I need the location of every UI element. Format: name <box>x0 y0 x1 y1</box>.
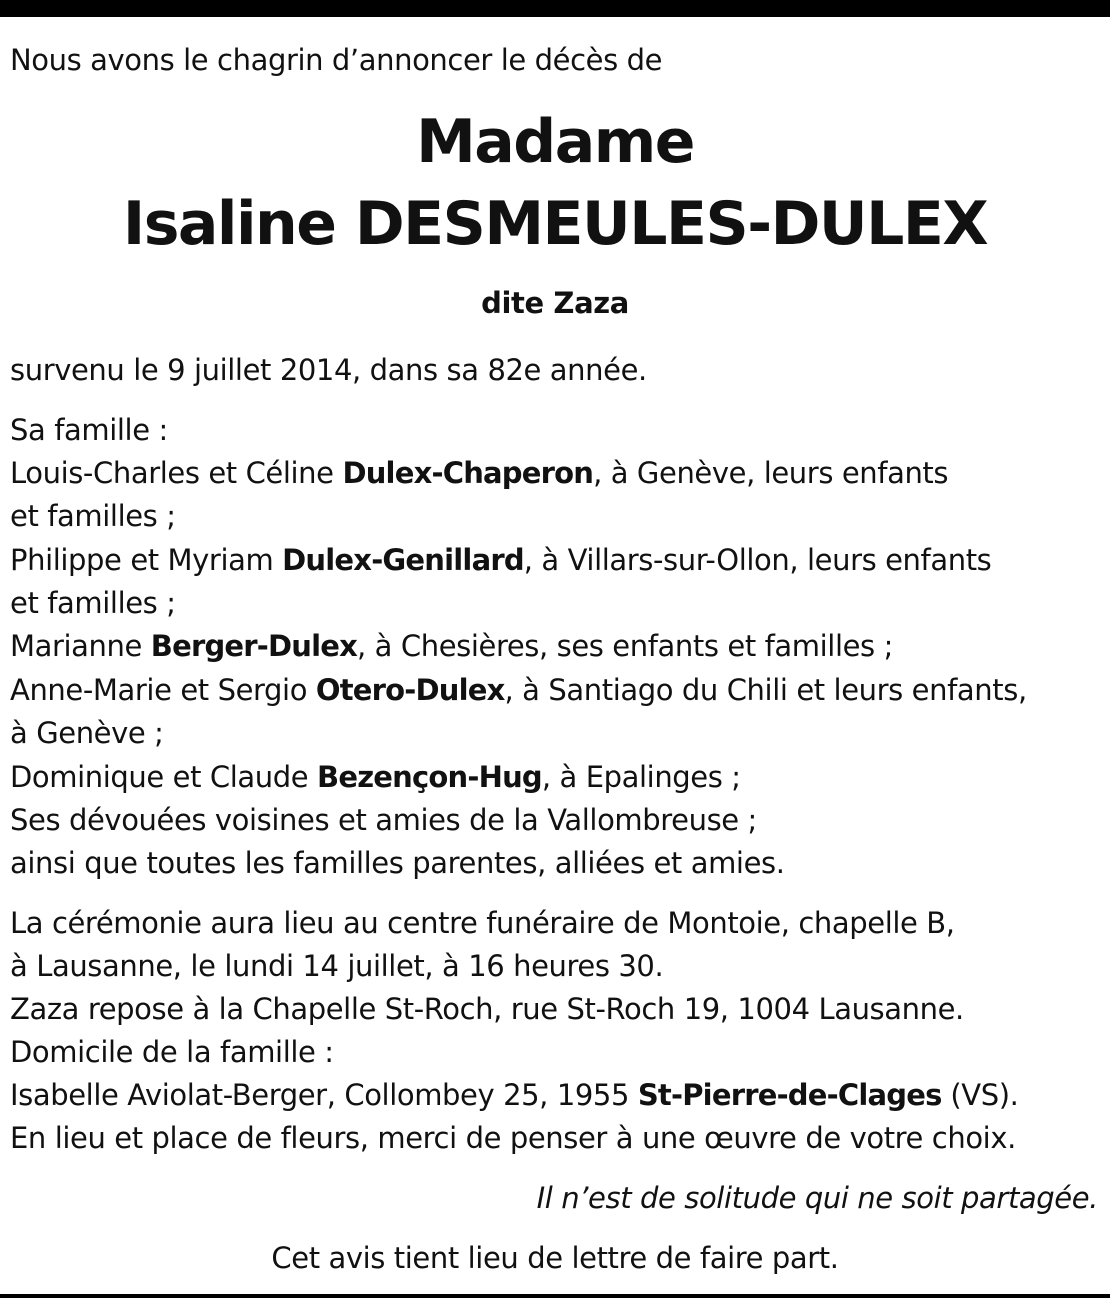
ceremony-line-2: à Lausanne, le lundi 14 juillet, à 16 heures 30. <box>10 949 664 983</box>
ceremony-line-1: La cérémonie aura lieu au centre funéraire de Montoie, chapelle B, <box>10 906 955 940</box>
family-surname: Bezençon-Hug <box>317 760 542 794</box>
flowers-request: En lieu et place de fleurs, merci de penser à une œuvre de votre choix. <box>10 1121 1016 1155</box>
family-entry-prefix: Anne-Marie et Sergio <box>10 673 316 707</box>
family-entry-prefix: Marianne <box>10 629 151 663</box>
neighbors-line: Ses dévouées voisines et amies de la Vallombreuse ; <box>10 803 757 837</box>
family-entry-continuation: à Genève ; <box>10 716 164 750</box>
honorific-title: Madame <box>416 107 694 177</box>
family-heading: Sa famille : <box>10 413 168 447</box>
death-date-line: survenu le 9 juillet 2014, dans sa 82e année. <box>10 353 647 387</box>
family-entry-suffix: , à Chesières, ses enfants et familles ; <box>357 629 893 663</box>
family-entry <box>10 624 893 668</box>
family-address <box>10 1073 1018 1117</box>
family-entry-suffix: , à Epalinges ; <box>541 760 741 794</box>
resting-place-line: Zaza repose à la Chapelle St-Roch, rue St-Roch 19, 1004 Lausanne. <box>10 992 964 1026</box>
family-surname: Otero-Dulex <box>315 673 505 707</box>
family-surname: Dulex-Genillard <box>282 543 524 577</box>
family-entry-suffix: , à Santiago du Chili et leurs enfants, <box>504 673 1027 707</box>
family-entry-suffix: , à Genève, leurs enfants <box>593 456 949 490</box>
family-entry-prefix: Louis-Charles et Céline <box>10 456 343 490</box>
closing-notice: Cet avis tient lieu de lettre de faire part. <box>271 1241 839 1275</box>
address-suffix: (VS). <box>941 1078 1019 1112</box>
address-locality: St-Pierre-de-Clages <box>637 1078 942 1112</box>
closing-quote: Il n’est de solitude qui ne soit partagée. <box>536 1181 1098 1215</box>
intro-text: Nous avons le chagrin d’annoncer le décès de <box>10 43 663 77</box>
family-surname: Berger-Dulex <box>150 629 358 663</box>
nickname: dite Zaza <box>481 286 629 320</box>
family-surname: Dulex-Chaperon <box>342 456 594 490</box>
family-entry-prefix: Philippe et Myriam <box>10 543 283 577</box>
family-entry-prefix: Dominique et Claude <box>10 760 318 794</box>
family-entry <box>10 538 991 582</box>
family-entry-continuation: et familles ; <box>10 586 176 620</box>
top-border-rule <box>0 0 1110 17</box>
relatives-line: ainsi que toutes les familles parentes, alliées et amies. <box>10 846 785 880</box>
family-entry <box>10 451 948 495</box>
deceased-name: Isaline DESMEULES-DULEX <box>122 189 988 259</box>
bottom-border-rule <box>0 1294 1110 1298</box>
family-entry-continuation: et familles ; <box>10 499 176 533</box>
family-entry <box>10 668 1027 712</box>
family-entry-suffix: , à Villars-sur-Ollon, leurs enfants <box>523 543 992 577</box>
domicile-label: Domicile de la famille : <box>10 1035 334 1069</box>
address-prefix: Isabelle Aviolat-Berger, Collombey 25, 1955 <box>10 1078 638 1112</box>
family-entry <box>10 755 741 799</box>
